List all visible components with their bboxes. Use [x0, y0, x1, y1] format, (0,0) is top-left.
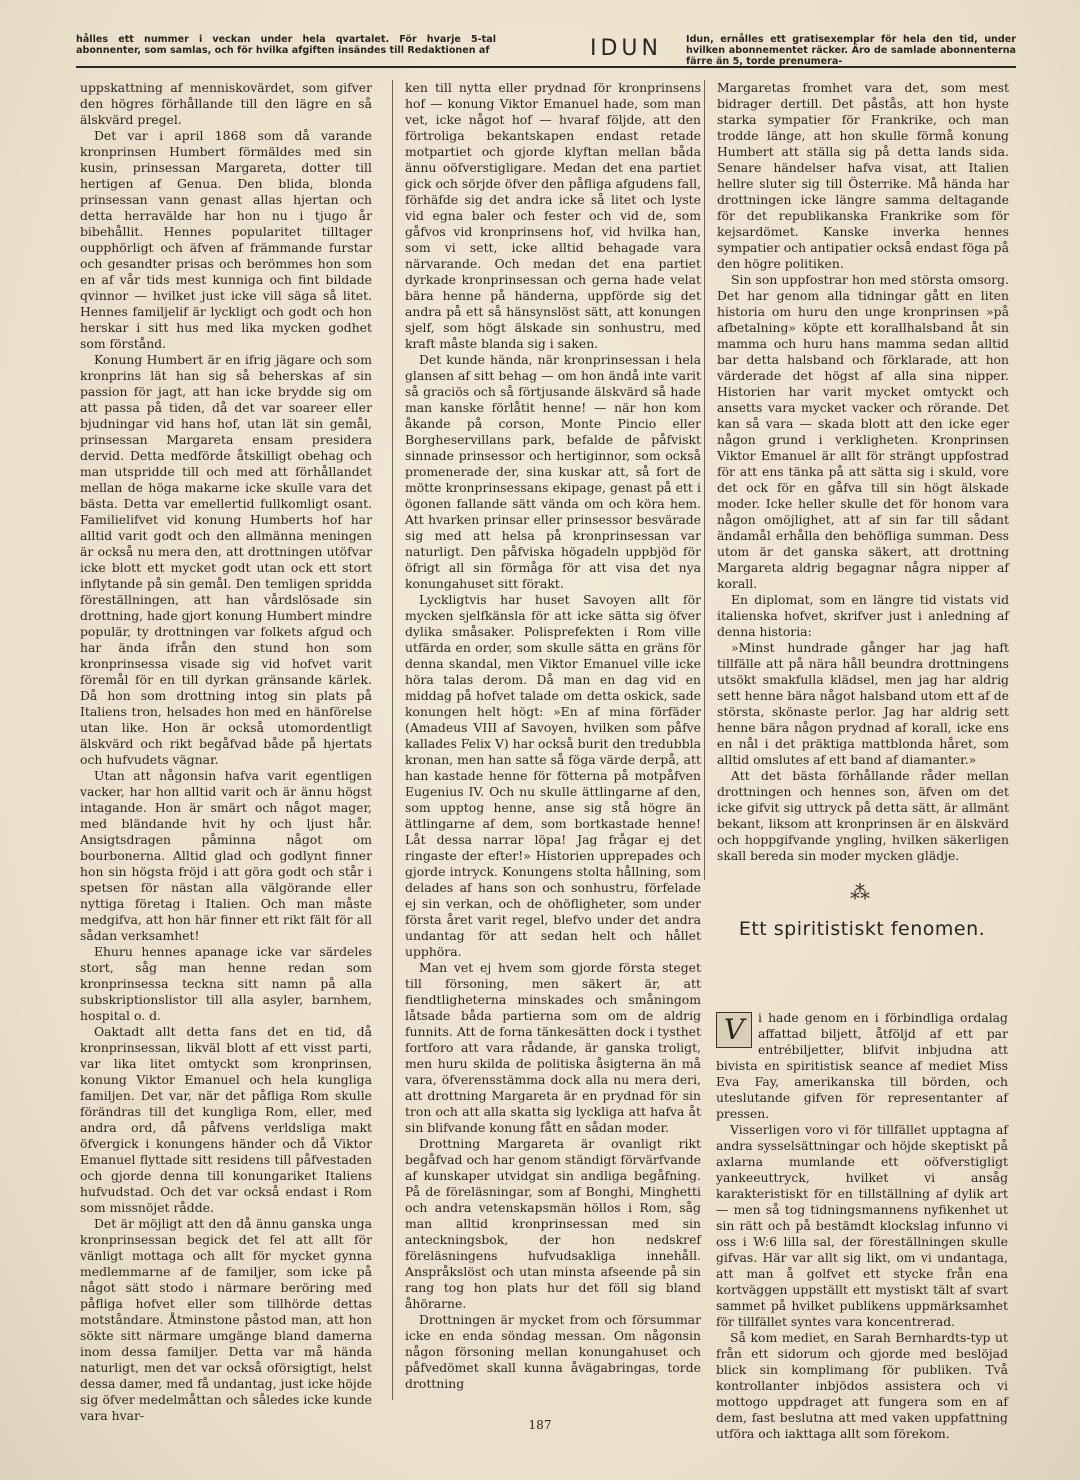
- text-column-2: [392, 80, 701, 1400]
- masthead-right-notice: Idun, ernålles ett gratisexemplar för hela den tid, under hvilken abonnementet räcker. Äro de samlade abonnenterna färre än 5, torde prenumera-: [686, 34, 1016, 67]
- paragraph: Utan att någonsin hafva varit egentligen vacker, har hon alltid varit och är ännu högst intagande. Hon är smärt och något mager, med bländande hvit hy och ljust hår. Ansigtsdragen påminna något om bourbonerna. Alltid glad och godlynt finner hon sin högsta fröjd i att göra godt och står i spetsen för nästan alla välgörande eller nyttiga företag i Italien. Och man måste medgifva, att hon här finner ett rikt fält för all sådan verksamhet!: [80, 768, 372, 943]
- article-heading: Ett spiritistiskt fenomen.: [738, 918, 986, 940]
- paragraph: Konung Humbert är en ifrig jägare och som kronprins lät han sig så beherskas af sin passion för jagt, att han icke brydde sig om att passa på tiden, då det var soareer eller bjudningar vid hans hof, utan lät sin gemål, prinsessan Margareta ensam presidera dervid. Detta medförde åtskilligt obehag och man utspridde till och med att förhållandet mellan de höga makarne icke skulle vara det bästa. Detta var emellertid fullkomligt osant. Familielifvet vid konung Humberts hof har alltid varit godt och den allmänna meningen är också nu mera den, att drottningen utöfvar icke blott ett mycket godt utan ock ett stort inflytande på sin gemål. Den temligen spridda föreställningen, att han vårdslösade sin drottning, hade gjort konung Humbert mindre populär, ty drottningen var folkets afgud och har ända ifrån den stund hon som kronprinsessa visade sig vid hofvet varit föremål för en till dyrkan gränsande kärlek. Då hon som drottning intog sin plats på Italiens tron, helsades hon med en hänförelse utan like. Hon är också utomordentligt älskvärd och rikt begåfvad både på hjertats och hufvudets vägnar.: [80, 352, 372, 767]
- text-column-3: [704, 80, 1009, 880]
- paragraph: Oaktadt allt detta fans det en tid, då kronprinsessan, likväl blott af ett visst parti, var lika litet omtyckt som kronprinsen, konung Viktor Emanuel och hela kungliga familjen. Det var, när det påfliga Rom skulle förändras till det kungliga Rom, eller, med andra ord, då påfvens verldsliga makt öfvergick i konungens händer och då Viktor Emanuel flyttade sitt residens till påfvestaden och gjorde denna till konungariket Italiens hufvudstad. Och det var också endast i Rom som missnöjet rådde.: [80, 1024, 372, 1215]
- paragraph: Ehuru hennes apanage icke var särdeles stort, såg man henne redan som kronprinsessa teckna sitt namn på alla subskriptionslistor till alla asyler, barnhem, hospital o. d.: [80, 944, 372, 1023]
- paragraph: uppskattning af menniskovärdet, som gifver den högres förhållande till den lägre en så älskvärd pregel.: [80, 80, 372, 127]
- article-body: [716, 1010, 1008, 1442]
- paragraph: Man vet ej hvem som gjorde första steget till försoning, men säkert är, att fiendtligheterna minskades och småningom låtsade båda partierna som om de aldrig funnits. Att de forna tänkesätten dock i tysthet fortforo att vara rådande, är ganska troligt, men huru skilda de politiska åsigterna än må vara, öfverensstämma dock alla nu mera deri, att drottning Margareta är en prydnad för sin tron och att alla skatta sig lyckliga att hafva åt sin blifvande konung fått en sådan moder.: [405, 960, 701, 1135]
- page-number: 187: [528, 1418, 552, 1432]
- paragraph: Att det bästa förhållande råder mellan drottningen och hennes son, äfven om det icke gifvit sig uttryck på detta sätt, är allmänt bekant, liksom att kronprinsen är en älskvärd och hoppgifvande yngling, hvilken säkerligen skall bereda sin moder mycken glädje.: [717, 768, 1009, 863]
- paragraph: En diplomat, som en längre tid vistats vid italienska hofvet, skrifver just i anledning af denna historia:: [717, 592, 1009, 639]
- text-column-1: [80, 80, 372, 1423]
- paragraph: Visserligen voro vi för tillfället upptagna af andra sysselsättningar och höjde skeptiskt på axlarna mumlande ett oöfverstigligt yankeeuttryck, hvilket vi ansåg karakteristiskt för en tillställning af dylik art — men så tog tidningsmannens nyfikenhet ut sin rätt och på bestämdt klockslag infunno vi oss i W:6 lilla sal, der föreställningen skulle gifvas. Här var allt sig likt, om vi undantaga, att man å golfvet ett stycke från ena kortväggen uppställt ett mystiskt tält af svart sammet på hvilket publikens uppmärksamhet för tillfället syntes vara koncentrerad.: [716, 1122, 1008, 1329]
- paragraph: Det var i april 1868 som då varande kronprinsen Humbert förmäldes med sin kusin, prinsessan Margareta, dotter till hertigen af Genua. Den blida, blonda prinsessan vann genast allas hjertan och detta herravälde har hon nu i tjugo år bibehållit. Hennes popularitet tilltager oupphörligt och äfven af främmande furstar och gesandter prisas och berömmes hon som en af vår tids mest kunniga och fint bildade qvinnor — hvilket just icke vill säga så litet. Hennes familjelif är lyckligt och godt och hon herskar i sitt hus med lika mycken godhet som förstånd.: [80, 128, 372, 351]
- dropcap-letter: V: [716, 1012, 752, 1048]
- paragraph: Margaretas fromhet vara det, som mest bidrager dertill. Det påstås, att hon hyste starka sympatier för Frankrike, och man trodde länge, att hon skulle förmå konung Humbert att ställa sig på detta lands sida. Senare händelser hafva visat, att Italien hellre sluter sig till Österrike. Må hända har drottningen icke längre samma deltagande för det republikanska Frankrike som för kejsardömet. Kanske inverka hennes sympatier och antipatier också endast föga på den högre politiken.: [717, 80, 1009, 271]
- paragraph: [716, 1010, 1008, 1122]
- paragraph: Det är möjligt att den då ännu ganska unga kronprinsessan begick det fel att allt för vänligt mottaga och allt för mycket gynna medlemmarne af de familjer, som icke på något sätt stodo i närmare beröring med påfliga hofvet eller som tillhörde dettas motståndare. Åtminstone påstod man, att hon sökte sitt närmare umgänge bland damerna inom dessa familjer. Detta var må hända naturligt, men det var också oförsigtigt, helst dessa damer, med få undantag, just icke höjde sig öfver medelmåttan och således icke kunde vara hvar-: [80, 1216, 372, 1423]
- paragraph: Det kunde hända, när kronprinsessan i hela glansen af sitt behag — om hon ändå inte varit så graciös och så förtjusande älskvärd så hade man kanske förlåtit henne! — när hon kom åkande på corson, Monte Pincio eller Borgheservillans park, befalde de påfviskt sinnade prinsessor och hertiginnor, som också promenerade der, sina kuskar att, så fort de mötte kronprinsessans ekipage, genast på ett i ögonen fallande sätt vända om och köra hem. Att hvarken prinsar eller prinsessor besvärade sig med att helsa på kronprinsessan var naturligt. Den påfviska högadeln uppbjöd för öfrigt all sin förmåga för att visa det nya konungahuset sitt förakt.: [405, 352, 701, 591]
- paragraph-text: i hade genom en i förbindliga ordalag affattad biljett, åtföljd af ett par entrébiljetter, blifvit inbjudna att bivista en spiritistisk seance af mediet Miss Eva Fay, amerikanska till börden, och uteslutande gifven för representanter af pressen.: [716, 1010, 1008, 1121]
- paragraph: Drottning Margareta är ovanligt rikt begåfvad och har genom ständigt förvärfvande af kunskaper utvidgat sin andliga begåfning. På de föreläsningar, som af Bonghi, Minghetti och andra vetenskapsmän höllos i Rom, såg man alltid kronprinsessan med sin anteckningsbok, der hon nedskref föreläsningens hufvudsakliga innehåll. Anspråkslöst och utan minsta afseende på sin rang tog hon plats hur det föll sig bland åhörarne.: [405, 1136, 701, 1311]
- paragraph: Lyckligtvis har huset Savoyen allt för mycken sjelfkänsla för att icke sätta sig öfver dylika småsaker. Polisprefekten i Rom ville utfärda en order, som skulle sätta en gräns för denna skandal, men Viktor Emanuel ville icke höra talas derom. Då man en dag vid en middag på hofvet talade om detta oskick, sade konungen helt högt: »En af mina förfäder (Amadeus VIII af Savoyen, hvilken som påfve kallades Felix V) har också burit den tredubbla kronan, men han satte så föga värde derpå, att han kastade henne för fötterna på motpåfven Eugenius IV. Och nu skulle ättlingarne af den, som upptog henne, anse sig stå högre än ättlingarne af dem, som bortkastade henne! Låt dessa narrar löpa! Jag frågar ej det ringaste der efter!» Historien upprepades och gjorde intryck. Konungens stolta hållning, som delades af hans son och sonhustru, förfelade ej sin verkan, och de ohöfligheter, som under första året varit regel, blefvo under det andra undantag för att sedan helt och hållet upphöra.: [405, 592, 701, 959]
- masthead: [76, 34, 1016, 68]
- masthead-title: IDUN: [590, 36, 662, 61]
- paragraph: Sin son uppfostrar hon med största omsorg. Det har genom alla tidningar gått en liten historia om huru den unge kronprinsen »på afbetalning» köpte ett korallhalsband åt sin mamma och huru hans mamma sedan alltid bar detta halsband och förklarade, att hon värderade det högst af alla sina nipper. Historien har varit mycket omtyckt och ansetts vara mycket vacker och rörande. Det kan så vara — skada blott att den icke eger någon grund i verkligheten. Kronprinsen Viktor Emanuel är allt för strängt uppfostrad för att ens tänka på att sätta sig i skuld, vore det ock för en gåfva till sin högt älskade moder. Icke heller skulle det för honom vara någon omöjlighet, att af sin far till sådant ändamål erhålla den behöfliga summan. Dess utom är det ganska säkert, att drottning Margareta aldrig begagnar några nipper af korall.: [717, 272, 1009, 591]
- quote-paragraph: »Minst hundrade gånger har jag haft tillfälle att på nära håll beundra drottningens utsökt smakfulla klädsel, men jag har aldrig sett henne bära något halsband utom ett af de största, skönaste perlor. Jag har aldrig sett henne bära någon prydnad af korall, icke ens en nål i det präktiga mattblonda håret, som alltid omslutes af ett band af diamanter.»: [717, 640, 1009, 767]
- paragraph: ken till nytta eller prydnad för kronprinsens hof — konung Viktor Emanuel hade, som man vet, icke något hof — hvaraf följde, att den förtroliga bekantskapen endast retade motpartiet och gjorde klyftan mellan båda ännu oöfverstigligare. Medan det ena partiet gick och sörjde öfver den påfliga afgudens fall, förhäfde sig det andra icke så litet och lyste vid egna baler och fester och vid de, som gåfvos vid kronprinsens hof, vid hvilka han, som vi sett, icke alltid behagade vara närvarande. Och medan det ena partiet dyrkade kronprinsessan och gerna hade velat bära henne på händerna, uppförde sig det andra på ett så hänsynslöst sätt, att konungen sjelf, som högt älskade sin sonhustru, med kraft måste blanda sig i saken.: [405, 80, 701, 351]
- ornament-divider: ⁂: [850, 880, 870, 904]
- paragraph: Drottningen är mycket from och försummar icke en enda söndag messan. Om någonsin någon försoning mellan konungahuset och påfvedömet skall kunna åvägabringas, torde drottning: [405, 1312, 701, 1391]
- masthead-left-notice: hålles ett nummer i veckan under hela qvartalet. För hvarje 5-tal abonnenter, som samlas, och för hvilka afgiften insändes till Redaktionen af: [76, 34, 496, 56]
- paragraph: Så kom mediet, en Sarah Bernhardts-typ ut från ett sidorum och gjorde med beslöjad blick sin komplimang för publiken. Två kontrollanter inbjödos assistera och vi mottogo uppdraget att fungera som en af dem, fast beslutna att med vaken uppfattning utföra och iakttaga allt som förekom.: [716, 1330, 1008, 1441]
